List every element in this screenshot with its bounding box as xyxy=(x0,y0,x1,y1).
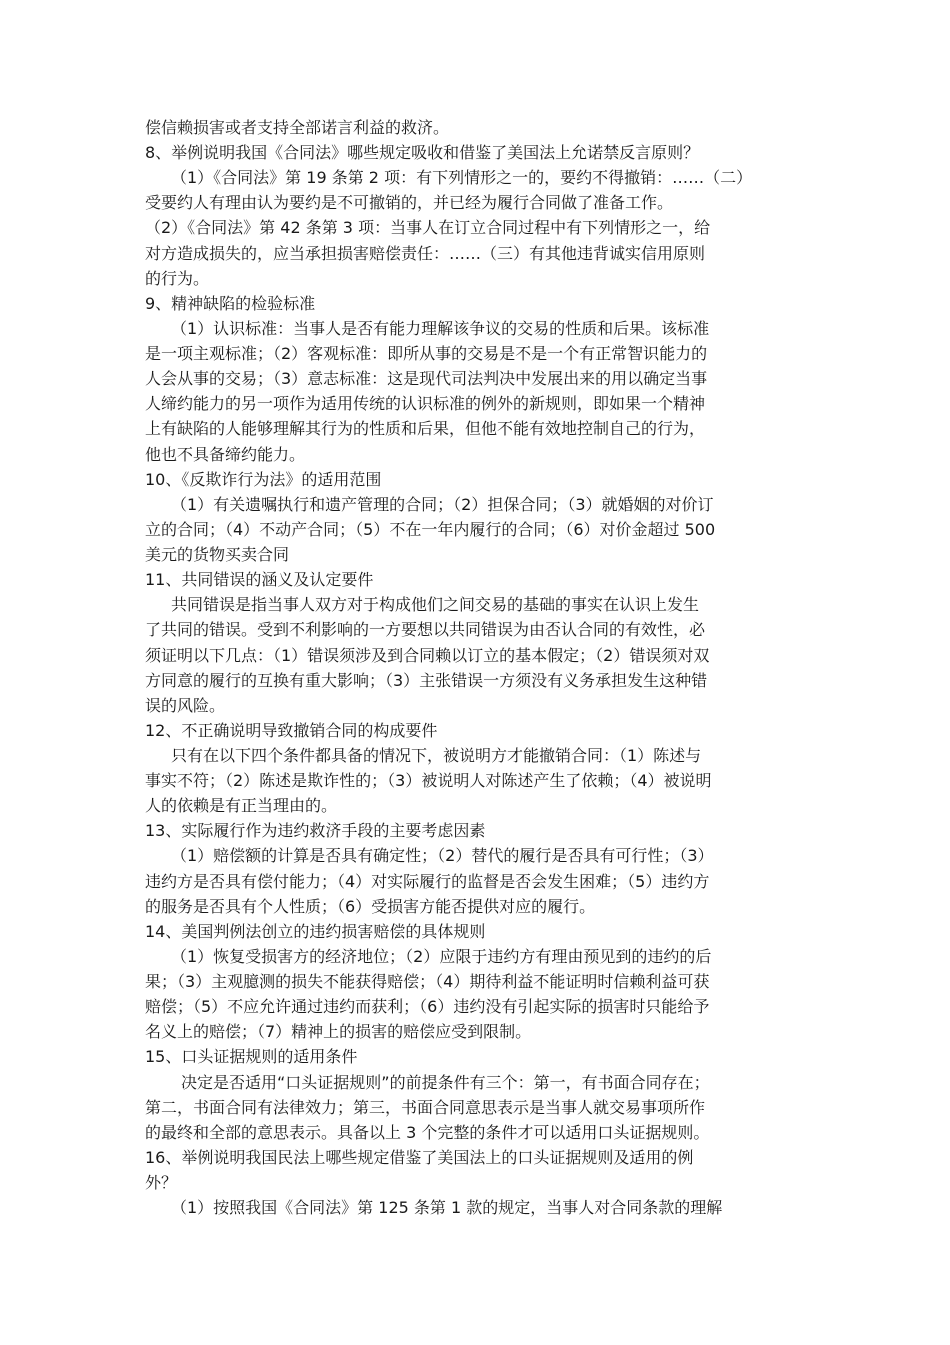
text-line: 立的合同；（4）不动产合同；（5）不在一年内履行的合同；（6）对价金超过 500 xyxy=(145,519,716,539)
text-line: 的行为。 xyxy=(145,268,210,288)
text-line: 名义上的赔偿；（7）精神上的损害的赔偿应受到限制。 xyxy=(145,1022,532,1042)
text-line: 第二，书面合同有法律效力；第三，书面合同意思表示是当事人就交易事项所作 xyxy=(145,1097,706,1117)
text-line: 14、美国判例法创立的违约损害赔偿的具体规则 xyxy=(145,921,486,941)
text-line: 方同意的履行的互换有重大影响；（3）主张错误一方须没有义务承担发生这种错 xyxy=(145,670,708,690)
text-line: 的最终和全部的意思表示。具备以上 3 个完整的条件才可以适用口头证据规则。 xyxy=(145,1122,710,1142)
text-line: 只有在以下四个条件都具备的情况下，被说明方才能撤销合同：（1）陈述与 xyxy=(171,746,702,765)
text-line: 受要约人有理由认为要约是不可撤销的，并已经为履行合同做了准备工作。 xyxy=(145,193,674,213)
text-line: 美元的货物买卖合同 xyxy=(145,545,290,565)
text-line: 外？ xyxy=(145,1173,178,1193)
text-line: 偿信赖损害或者支持全部诺言利益的救济。 xyxy=(145,118,450,137)
text-line: 了共同的错误。受到不利影响的一方要想以共同错误为由否认合同的有效性，必 xyxy=(145,620,706,640)
text-line: 事实不符；（2）陈述是欺诈性的；（3）被说明人对陈述产生了依赖；（4）被说明 xyxy=(145,771,712,791)
text-line: 须证明以下几点：（1）错误须涉及到合同赖以订立的基本假定；（2）错误须对双 xyxy=(145,645,710,665)
text-line: 8、举例说明我国《合同法》哪些规定吸收和借鉴了美国法上允诺禁反言原则？ xyxy=(145,143,700,163)
text-line: 12、不正确说明导致撤销合同的构成要件 xyxy=(145,720,438,740)
text-line: （1）有关遗嘱执行和遗产管理的合同；（2）担保合同；（3）就婚姻的对价订 xyxy=(171,494,714,514)
text-line: 上有缺陷的人能够理解其行为的性质和后果，但他不能有效地控制自己的行为， xyxy=(145,419,706,439)
text-line: 果；（3）主观臆测的损失不能获得赔偿；（4）期待利益不能证明时信赖利益可获 xyxy=(145,972,710,992)
text-line: 15、口头证据规则的适用条件 xyxy=(145,1047,358,1067)
text-line: （1）恢复受损害方的经济地位；（2）应限于违约方有理由预见到的违约的后 xyxy=(171,946,712,966)
text-line: 16、举例说明我国民法上哪些规定借鉴了美国法上的口头证据规则及适用的例 xyxy=(145,1147,694,1167)
text-line: 人会从事的交易；（3）意志标准：这是现代司法判决中发展出来的用以确定当事 xyxy=(145,369,708,389)
text-line: 9、精神缺陷的检验标准 xyxy=(145,293,316,313)
text-line: 的服务是否具有个人性质；（6）受损害方能否提供对应的履行。 xyxy=(145,896,596,916)
text-line: 是一项主观标准；（2）客观标准：即所从事的交易是不是一个有正常智识能力的 xyxy=(145,344,708,364)
text-line: （2）《合同法》第 42 条第 3 项：当事人在订立合同过程中有下列情形之一，给 xyxy=(145,218,711,238)
text-line: （1）按照我国《合同法》第 125 条第 1 款的规定，当事人对合同条款的理解 xyxy=(171,1198,723,1218)
text-line: 他也不具备缔约能力。 xyxy=(145,444,306,464)
text-line: 赔偿；（5）不应允许通过违约而获利；（6）违约没有引起实际的损害时只能给予 xyxy=(145,997,710,1017)
text-line: （1）认识标准：当事人是否有能力理解该争议的交易的性质和后果。该标准 xyxy=(171,318,710,338)
text-line: 误的风险。 xyxy=(145,695,226,715)
text-line: 对方造成损失的，应当承担损害赔偿责任：……（三）有其他违背诚实信用原则 xyxy=(145,243,706,263)
text-line: 11、共同错误的涵义及认定要件 xyxy=(145,570,374,590)
text-line: 共同错误是指当事人双方对于构成他们之间交易的基础的事实在认识上发生 xyxy=(171,595,700,615)
text-line: （1）赔偿额的计算是否具有确定性；（2）替代的履行是否具有可行性；（3） xyxy=(171,846,714,866)
text-line: 人的依赖是有正当理由的。 xyxy=(145,796,338,816)
text-line: （1）《合同法》第 19 条第 2 项：有下列情形之一的，要约不得撤销：……（二） xyxy=(171,168,753,188)
text-line: 10、《反欺诈行为法》的适用范围 xyxy=(145,469,382,489)
text-line: 决定是否适用“口头证据规则”的前提条件有三个：第一，有书面合同存在； xyxy=(181,1072,710,1092)
text-line: 违约方是否具有偿付能力；（4）对实际履行的监督是否会发生困难；（5）违约方 xyxy=(145,871,710,891)
text-line: 13、实际履行作为违约救济手段的主要考虑因素 xyxy=(145,821,486,841)
text-line: 人缔约能力的另一项作为适用传统的认识标准的例外的新规则，即如果一个精神 xyxy=(145,394,706,414)
